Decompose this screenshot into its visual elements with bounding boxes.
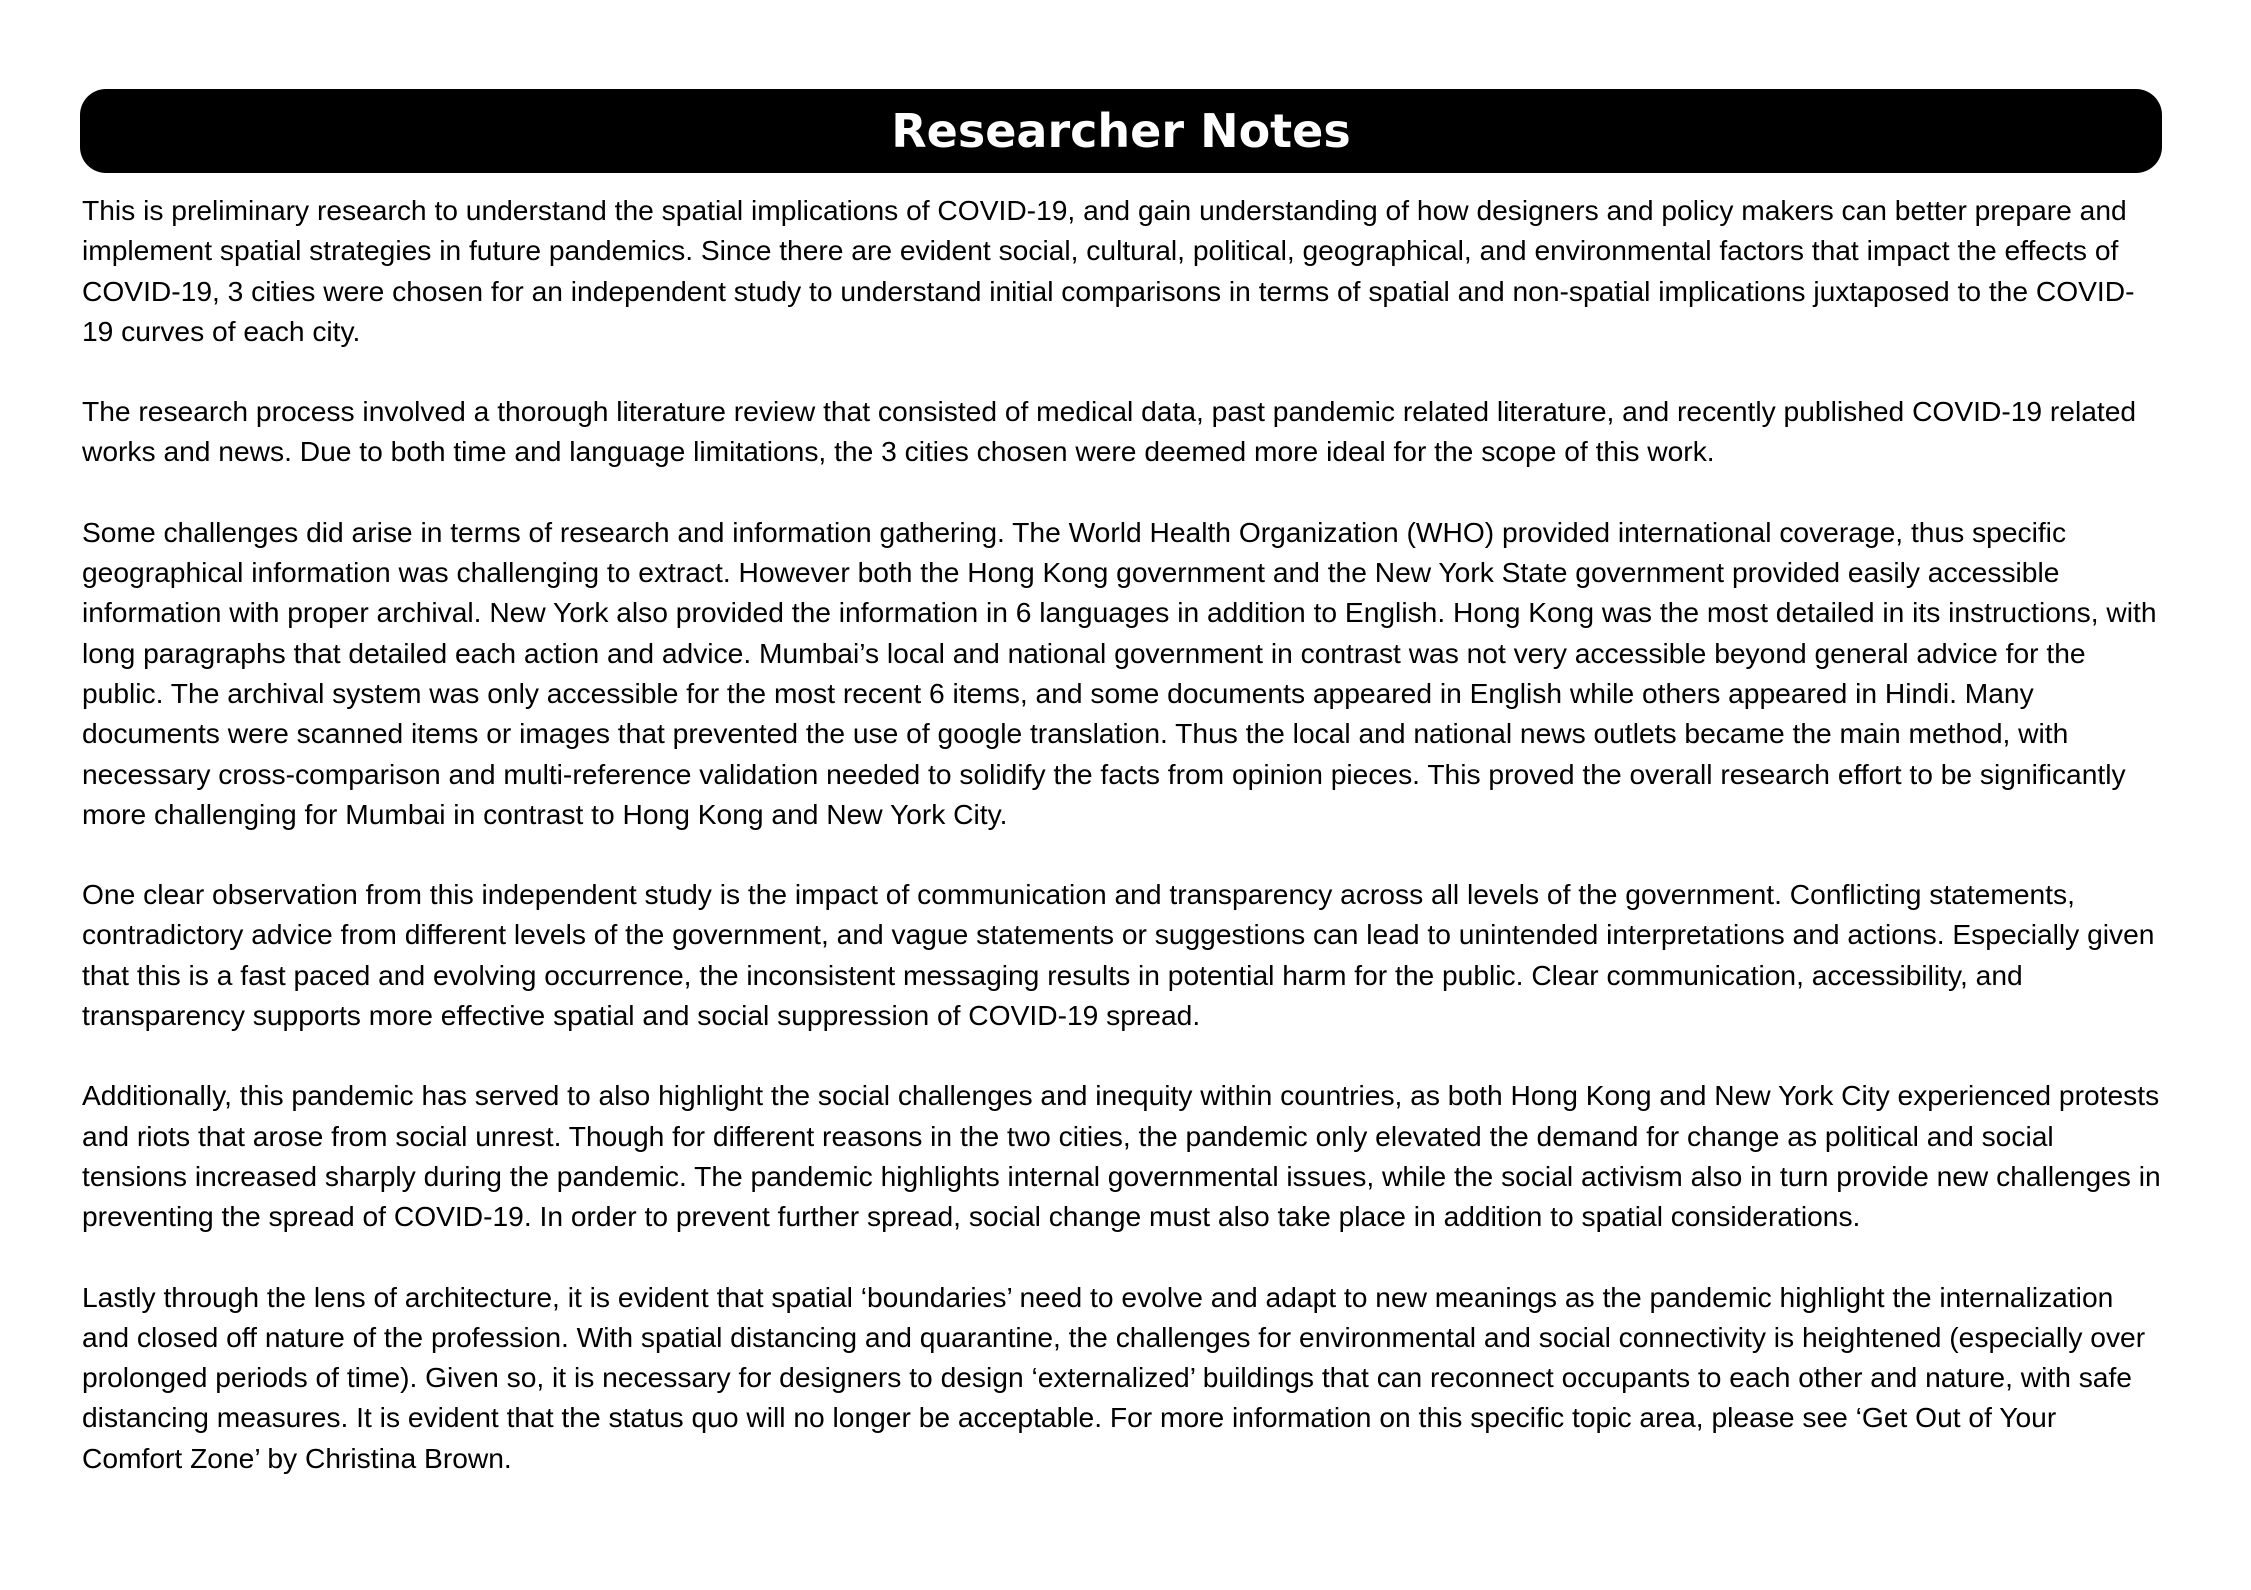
paragraph-research-process: The research process involved a thorough literature review that consisted of medical data, past pandemic related literature, and recently published COVID-19 related works and news. Due to both time and language limitations, the 3 cities chosen were deemed more ideal for the scope of this work. xyxy=(82,395,2137,468)
paragraph-communication: One clear observation from this independent study is the impact of communication and transparency across all levels of the government. Conflicting statements, contradictory advice from different levels of the government, and vague statements or suggestions can lead to unintended interpretations and actions. Especially given that this is a fast paced and evolving occurrence, the inconsistent messaging results in potential harm for the public. Clear communication, accessibility, and transparency supports more effective spatial and social suppression of COVID-19 spread. xyxy=(82,878,2155,1032)
notes-body xyxy=(82,190,2162,1518)
paragraph-social-challenges: Additionally, this pandemic has served to also highlight the social challenges and inequity within countries, as both Hong Kong and New York City experienced protests and riots that arose from social unrest. Though for different reasons in the two cities, the pandemic only elevated the demand for change as political and social tensions increased sharply during the pandemic. The pandemic highlights internal governmental issues, while the social activism also in turn provide new challenges in preventing the spread of COVID-19. In order to prevent further spread, social change must also take place in addition to spatial considerations. xyxy=(82,1079,2161,1233)
paragraph-architecture: Lastly through the lens of architecture, it is evident that spatial ‘boundaries’ need to evolve and adapt to new meanings as the pandemic highlight the internalization and closed off nature of the profession. With spatial distancing and quarantine, the challenges for environmental and social connectivity is heightened (especially over prolonged periods of time). Given so, it is necessary for designers to design ‘externalized’ buildings that can reconnect occupants to each other and nature, with safe distancing measures. It is evident that the status quo will no longer be acceptable. For more information on this specific topic area, please see ‘Get Out of Your Comfort Zone’ by Christina Brown. xyxy=(82,1280,2146,1474)
title-bar xyxy=(80,89,2162,173)
paragraph-intro: This is preliminary research to understand the spatial implications of COVID-19, and gain understanding of how designers and policy makers can better prepare and implement spatial strategies in future pandemics. Since there are evident social, cultural, political, geographical, and environmental factors that impact the effects of COVID-19, 3 cities were chosen for an independent study to understand initial comparisons in terms of spatial and non-spatial implications juxtaposed to the COVID-19 curves of each city. xyxy=(82,194,2135,347)
paragraph-challenges: Some challenges did arise in terms of research and information gathering. The World Health Organization (WHO) provided international coverage, thus specific geographical information was challenging to extract. However both the Hong Kong government and the New York State government provided easily accessible information with proper archival. New York also provided the information in 6 languages in addition to English. Hong Kong was the most detailed in its instructions, with long paragraphs that detailed each action and advice. Mumbai’s local and national government in contrast was not very accessible beyond general advice for the public. The archival system was only accessible for the most recent 6 items, and some documents appeared in English while others appeared in Hindi. Many documents were scanned items or images that prevented the use of google translation. Thus the local and national news outlets became the main method, with necessary cross-comparison and multi-reference validation needed to solidify the facts from opinion pieces. This proved the overall research effort to be significantly more challenging for Mumbai in contrast to Hong Kong and New York City. xyxy=(82,515,2157,830)
page-title: Researcher Notes xyxy=(891,104,1351,158)
